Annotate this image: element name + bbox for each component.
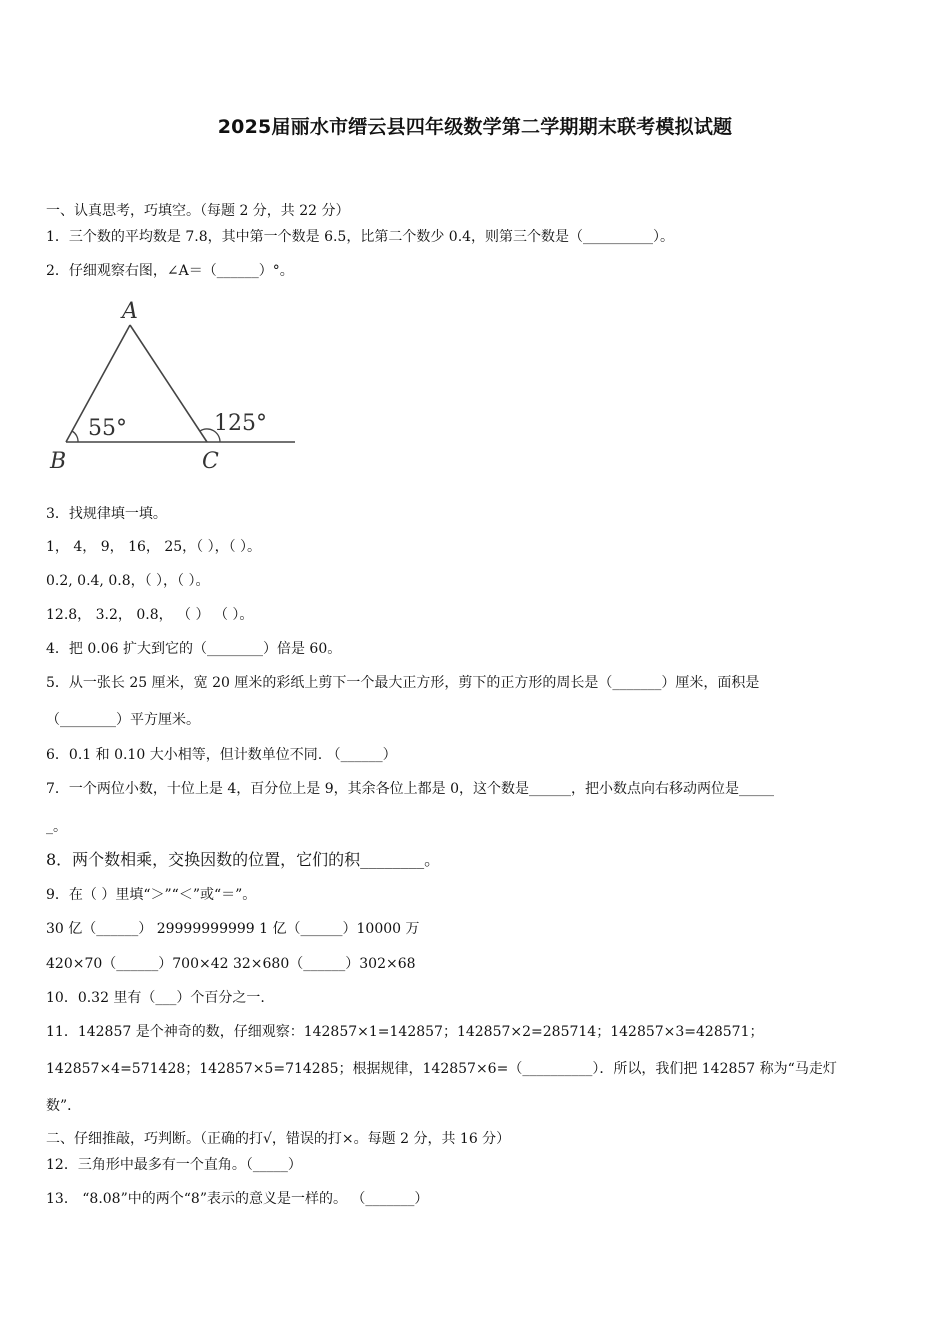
question-2: 2．仔细观察右图，∠A＝（______）°。 — [46, 263, 294, 279]
question-9-row-1: 30 亿（______） 29999999999 1 亿（______）10000 万 — [46, 921, 420, 937]
question-11-line-3: 数”． — [46, 1098, 82, 1114]
question-1: 1．三个数的平均数是 7.8，其中第一个数是 6.5，比第二个数少 0.4，则第三个数是（__________）。 — [46, 229, 675, 245]
angle-c-value: 125° — [214, 411, 267, 436]
question-9-row-2: 420×70（______）700×42 32×680（______）302×68 — [46, 956, 416, 972]
question-5-line-2: （________）平方厘米。 — [46, 712, 200, 728]
question-7-line-1: 7．一个两位小数，十位上是 4，百分位上是 9，其余各位上都是 0，这个数是______，把小数点向右移动两位是_____ — [46, 781, 774, 797]
question-3-row-3: 12.8， 3.2， 0.8， （ ） （ ）。 — [46, 607, 254, 623]
question-11-line-2: 142857×4=571428；142857×5=714285；根据规律，142857×6=（__________）．所以，我们把 142857 称为“马走灯 — [46, 1061, 837, 1077]
question-4: 4．把 0.06 扩大到它的（________）倍是 60。 — [46, 641, 342, 657]
label-c: C — [202, 449, 219, 474]
question-7-line-2: _。 — [46, 819, 67, 835]
angle-b-value: 55° — [88, 416, 127, 441]
label-b: B — [50, 449, 67, 474]
page-title: 2025届丽水市缙云县四年级数学第二学期期末联考模拟试题 — [217, 116, 733, 138]
section-heading-2: 二、仔细推敲，巧判断。（正确的打√，错误的打×。每题 2 分，共 16 分） — [46, 1131, 511, 1147]
label-a: A — [122, 299, 138, 324]
question-3: 3．找规律填一填。 — [46, 506, 167, 522]
question-12: 12．三角形中最多有一个直角。（_____） — [46, 1157, 302, 1173]
side-ac — [130, 325, 207, 442]
question-3-row-2: 0.2, 0.4, 0.8，（ ），（ ）。 — [46, 573, 210, 589]
triangle-figure — [40, 292, 310, 482]
question-10: 10．0.32 里有（___）个百分之一. — [46, 990, 265, 1006]
question-6: 6．0.1 和 0.10 大小相等，但计数单位不同. （______） — [46, 747, 397, 763]
question-3-row-1: 1， 4， 9， 16， 25，（ ），（ ）。 — [46, 539, 262, 555]
question-13: 13． “8.08”中的两个“8”表示的意义是一样的。 （_______） — [46, 1191, 429, 1207]
question-11-line-1: 11．142857 是个神奇的数，仔细观察：142857×1=142857；142857×2=285714；142857×3=428571； — [46, 1024, 764, 1040]
question-9: 9．在（ ）里填“＞”“＜”或“＝”。 — [46, 887, 257, 903]
question-5-line-1: 5．从一张长 25 厘米，宽 20 厘米的彩纸上剪下一个最大正方形，剪下的正方形的周长是（_______）厘米，面积是 — [46, 675, 760, 691]
question-8: 8．两个数相乘，交换因数的位置，它们的积________。 — [46, 850, 441, 869]
angle-b-arc — [72, 431, 78, 442]
section-heading-1: 一、认真思考，巧填空。（每题 2 分，共 22 分） — [46, 203, 350, 219]
